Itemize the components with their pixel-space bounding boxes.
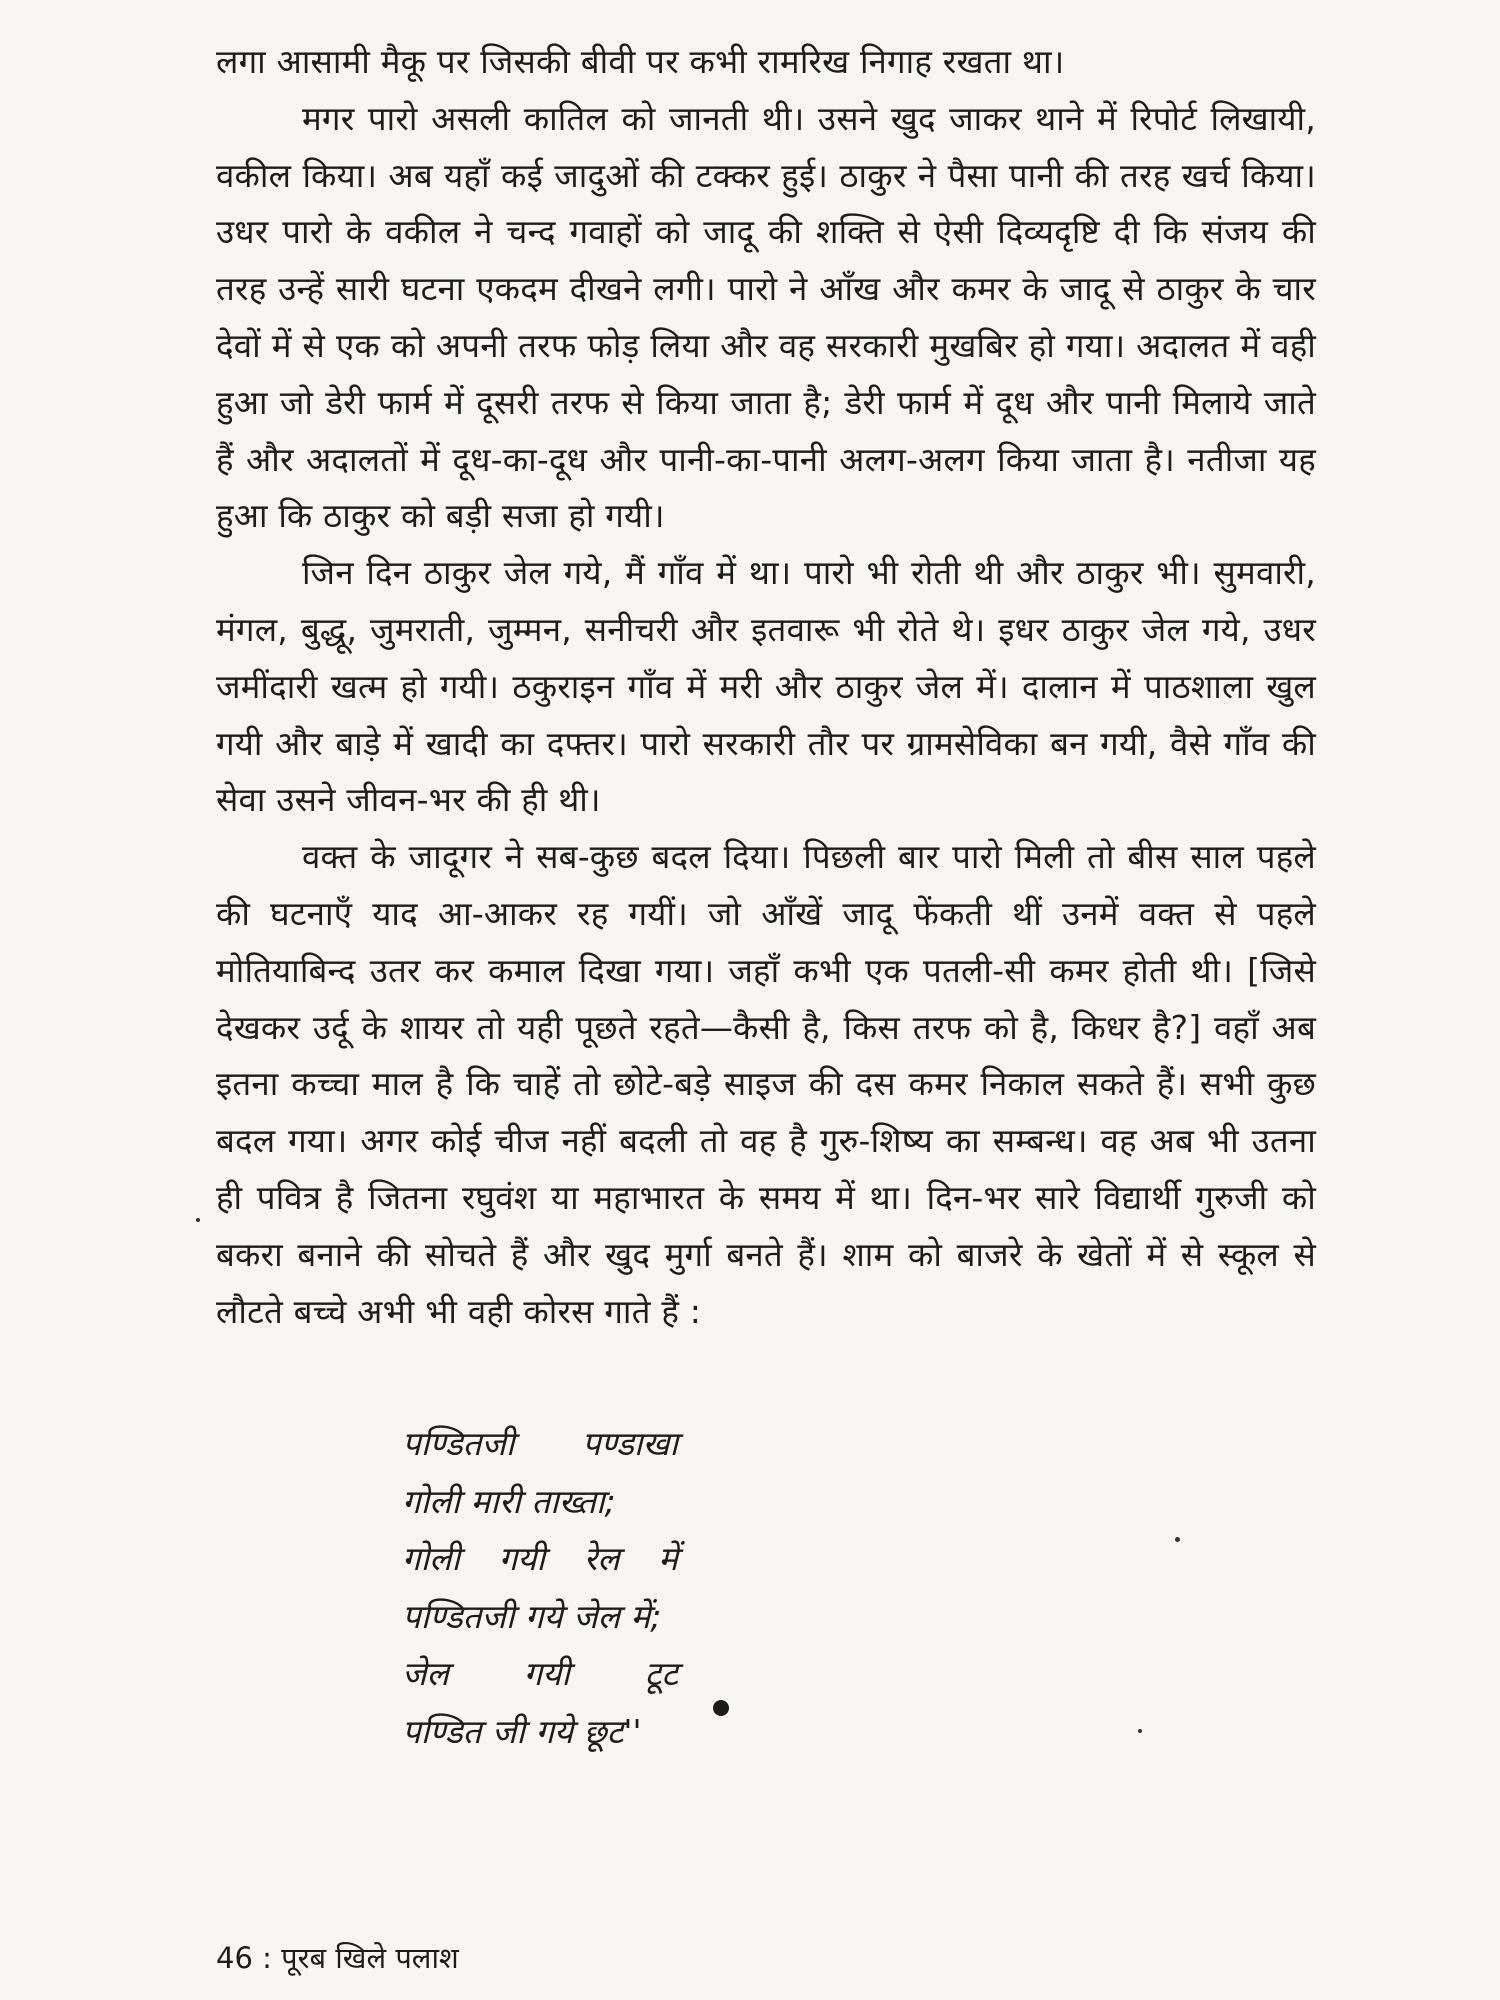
ink-speck-icon (1175, 1537, 1180, 1542)
verse-line-3: गोली गयी रेल में (402, 1539, 678, 1578)
prose-text (216, 34, 1316, 1340)
verse-line-6: पण्डित जी गये छूट'' (402, 1711, 642, 1751)
verse-line-2: गोली मारी ताख्ता; (402, 1481, 616, 1521)
ink-speck-icon (196, 1218, 200, 1222)
end-bullet-icon (713, 1700, 729, 1716)
paragraph-3: जिन दिन ठाकुर जेल गये, मैं गाँव में था। पारो भी रोती थी और ठाकुर भी। सुमवारी, मंगल, बुद्धू, जुमराती, जुम्मन, सनीचरी और इतवारू भी रोते थे। इधर ठाकुर जेल गये, उधर जमींदारी खत्म हो गयी। ठकुराइन गाँव में मरी और ठाकुर जेल में। दालान में पाठशाला खुल गयी और बाड़े में खादी का दफ्तर। पारो सरकारी तौर पर ग्रामसेविका बन गयी, वैसे गाँव की सेवा उसने जीवन-भर की ही थी। (216, 553, 1316, 820)
paragraph-4: वक्त के जादूगर ने सब-कुछ बदल दिया। पिछली बार पारो मिली तो बीस साल पहले की घटनाएँ याद आ-आकर रह गयीं। जो आँखें जादू फेंकती थीं उनमें वक्त से पहले मोतियाबिन्द उतर कर कमाल दिखा गया। जहाँ कभी एक पतली-सी कमर होती थी। [जिसे देखकर उर्दू के शायर तो यही पूछते रहते—कैसी है, किस तरफ को है, किधर है?] वहाँ अब इतना कच्चा माल है कि चाहें तो छोटे-बड़े साइज की दस कमर निकाल सकते हैं। सभी कुछ बदल गया। अगर कोई चीज नहीं बदली तो वह है गुरु-शिष्य का सम्बन्ध। वह अब भी उतना ही पवित्र है जितना रघुवंश या महाभारत के समय में था। दिन-भर सारे विद्यार्थी गुरुजी को बकरा बनाने की सोचते हैं और खुद मुर्गा बनते हैं। शाम को बाजरे के खेतों में से स्कूल से लौटते बच्चे अभी भी वही कोरस गाते हैं : (216, 837, 1316, 1331)
paragraph-2: मगर पारो असली कातिल को जानती थी। उसने खुद जाकर थाने में रिपोर्ट लिखायी, वकील किया। अब यहाँ कई जादुओं की टक्कर हुई। ठाकुर ने पैसा पानी की तरह खर्च किया। उधर पारो के वकील ने चन्द गवाहों को जादू की शक्ति से ऐसी दिव्यदृष्टि दी कि संजय की तरह उन्हें सारी घटना एकदम दीखने लगी। पारो ने आँख और कमर के जादू से ठाकुर के चार देवों में से एक को अपनी तरफ फोड़ लिया और वह सरकारी मुखबिर हो गया। अदालत में वही हुआ जो डेरी फार्म में दूसरी तरफ से किया जाता है; डेरी फार्म में दूध और पानी मिलाये जाते हैं और अदालतों में दूध-का-दूध और पानी-का-पानी अलग-अलग किया जाता है। नतीजा यह हुआ कि ठाकुर को बड़ी सजा हो गयी। (216, 98, 1316, 536)
verse-line-1: पण्डितजी पण्डाखा (402, 1424, 678, 1463)
page-footer: 46 : पूरब खिले पलाश (216, 1941, 459, 1975)
verse-line-5: जेल गयी टूट (402, 1654, 678, 1693)
verse-line-4: पण्डितजी गये जेल में; (402, 1596, 662, 1636)
ink-speck-icon (1138, 1729, 1142, 1733)
verse-block (402, 1415, 822, 1760)
paragraph-1: लगा आसामी मैकू पर जिसकी बीवी पर कभी रामरिख निगाह रखता था। (216, 42, 1065, 81)
